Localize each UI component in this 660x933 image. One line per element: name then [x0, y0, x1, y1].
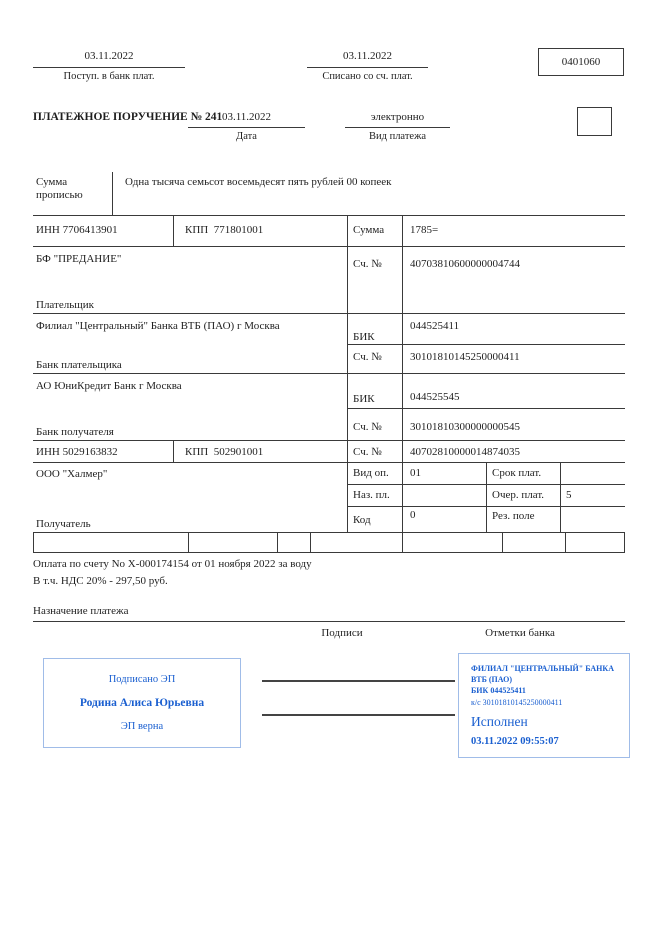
- stamp-bank-bik: БИК 044525411: [471, 686, 526, 695]
- beneficiary-name: ООО "Халмер": [36, 468, 108, 480]
- table-line: [33, 313, 625, 314]
- beneficiary-account: 40702810000014874035: [410, 446, 520, 458]
- payer-bank-bik-label: БИК: [353, 331, 375, 343]
- stamp-bank-name-line1: ФИЛИАЛ "ЦЕНТРАЛЬНЫЙ" БАНКА: [471, 664, 614, 673]
- signed-with-es-label: Подписано ЭП: [108, 674, 176, 685]
- table-line: [33, 215, 625, 216]
- signatures-header: Подписи: [321, 627, 363, 639]
- beneficiary-bank-bik-label: БИК: [353, 393, 375, 405]
- table-line: [277, 532, 278, 552]
- bank-mark-stamp: [458, 653, 630, 758]
- code-value: 0: [410, 509, 416, 521]
- table-line: [624, 532, 625, 552]
- table-line: [33, 552, 625, 553]
- payment-term-label: Срок плат.: [492, 467, 542, 479]
- table-line: [112, 172, 113, 215]
- beneficiary-bank-name: АО ЮниКредит Банк г Москва: [36, 380, 182, 392]
- priority-label: Очер. плат.: [492, 489, 545, 501]
- date-label: Дата: [236, 131, 257, 142]
- payer-kpp: КПП 771801001: [185, 224, 264, 236]
- sum-value: 1785=: [410, 224, 439, 236]
- amount-words-value: Одна тысяча семьсот восемьдесят пять рублей 00 копеек: [125, 176, 392, 188]
- table-line: [33, 621, 625, 622]
- table-line: [347, 484, 625, 485]
- table-line: [33, 532, 34, 552]
- payer-account-label: Сч. №: [353, 258, 382, 270]
- table-line: [347, 506, 625, 507]
- document-date: 03.11.2022: [221, 111, 272, 123]
- stamp-bank-name-line2: ВТБ (ПАО): [471, 675, 513, 684]
- purpose-line-1: Оплата по счету No Х-000174154 от 01 ноября 2022 за воду: [33, 558, 312, 570]
- underline: [307, 67, 428, 68]
- purpose-line-2: В т.ч. НДС 20% - 297,50 руб.: [33, 575, 168, 587]
- payer-bank-section-label: Банк плательщика: [36, 359, 122, 371]
- table-line: [347, 344, 625, 345]
- table-line: [33, 532, 625, 533]
- beneficiary-bank-account-label: Сч. №: [353, 421, 382, 433]
- document-title: ПЛАТЕЖНОЕ ПОРУЧЕНИЕ № 241: [33, 111, 223, 123]
- underline: [345, 127, 450, 128]
- payer-name: БФ "ПРЕДАНИЕ": [36, 253, 122, 265]
- beneficiary-bank-bik: 044525545: [410, 391, 460, 403]
- beneficiary-bank-account: 30101810300000000545: [410, 421, 520, 433]
- table-line: [33, 462, 625, 463]
- payment-purpose-code-label: Наз. пл.: [353, 489, 390, 501]
- stamp-datetime: 03.11.2022 09:55:07: [471, 736, 559, 747]
- payer-account: 40703810600000004744: [410, 258, 520, 270]
- table-line: [402, 532, 403, 552]
- reserve-field-label: Рез. поле: [492, 510, 535, 522]
- stamp-bank-corr-account: к/с 30101810145250000411: [471, 698, 563, 707]
- received-in-bank-label: Поступ. в банк плат.: [63, 71, 155, 82]
- es-valid-label: ЭП верна: [120, 721, 164, 732]
- amount-words-label: Сумма прописью: [36, 176, 83, 201]
- table-line: [33, 246, 625, 247]
- beneficiary-kpp: КПП 502901001: [185, 446, 264, 458]
- e-signature-stamp: [43, 658, 241, 748]
- form-code: 0401060: [561, 56, 601, 68]
- table-line: [502, 532, 503, 552]
- signature-line: [262, 714, 455, 716]
- underline: [33, 67, 185, 68]
- beneficiary-section-label: Получатель: [36, 518, 91, 530]
- table-line: [310, 532, 311, 552]
- code-label: Код: [353, 514, 371, 526]
- received-in-bank-date: 03.11.2022: [84, 50, 134, 62]
- purpose-section-label: Назначение платежа: [33, 605, 129, 617]
- op-type-value: 01: [410, 467, 421, 479]
- table-line: [173, 215, 174, 246]
- payment-kind-label: Вид платежа: [368, 131, 426, 142]
- table-line: [486, 462, 487, 532]
- stamp-status: Исполнен: [471, 714, 528, 729]
- payer-bank-name: Филиал "Центральный" Банка ВТБ (ПАО) г Москва: [36, 320, 280, 332]
- beneficiary-bank-section-label: Банк получателя: [36, 426, 114, 438]
- table-line: [33, 373, 625, 374]
- bank-marks-header: Отметки банка: [485, 627, 555, 639]
- signature-line: [262, 680, 455, 682]
- payer-bank-bik: 044525411: [410, 320, 460, 332]
- sum-label: Сумма: [353, 224, 385, 236]
- signer-name: Родина Алиса Юрьевна: [79, 697, 205, 709]
- beneficiary-account-label: Сч. №: [353, 446, 382, 458]
- table-line: [33, 440, 625, 441]
- underline: [188, 127, 305, 128]
- payment-kind-value: электронно: [370, 111, 425, 123]
- priority-value: 5: [566, 489, 572, 501]
- payer-bank-account: 30101810145250000411: [410, 351, 520, 363]
- table-line: [347, 408, 625, 409]
- debited-from-account-date: 03.11.2022: [342, 50, 393, 62]
- table-line: [173, 440, 174, 462]
- table-line: [560, 462, 561, 532]
- payer-bank-account-label: Сч. №: [353, 351, 382, 363]
- beneficiary-inn: ИНН 5029163832: [36, 446, 118, 458]
- form-code-box: [538, 48, 624, 76]
- table-line: [188, 532, 189, 552]
- debited-from-account-label: Списано со сч. плат.: [322, 71, 413, 82]
- payer-inn: ИНН 7706413901: [36, 224, 118, 236]
- payer-section-label: Плательщик: [36, 299, 94, 311]
- status-code-box: [577, 107, 612, 136]
- table-line: [565, 532, 566, 552]
- op-type-label: Вид оп.: [353, 467, 389, 479]
